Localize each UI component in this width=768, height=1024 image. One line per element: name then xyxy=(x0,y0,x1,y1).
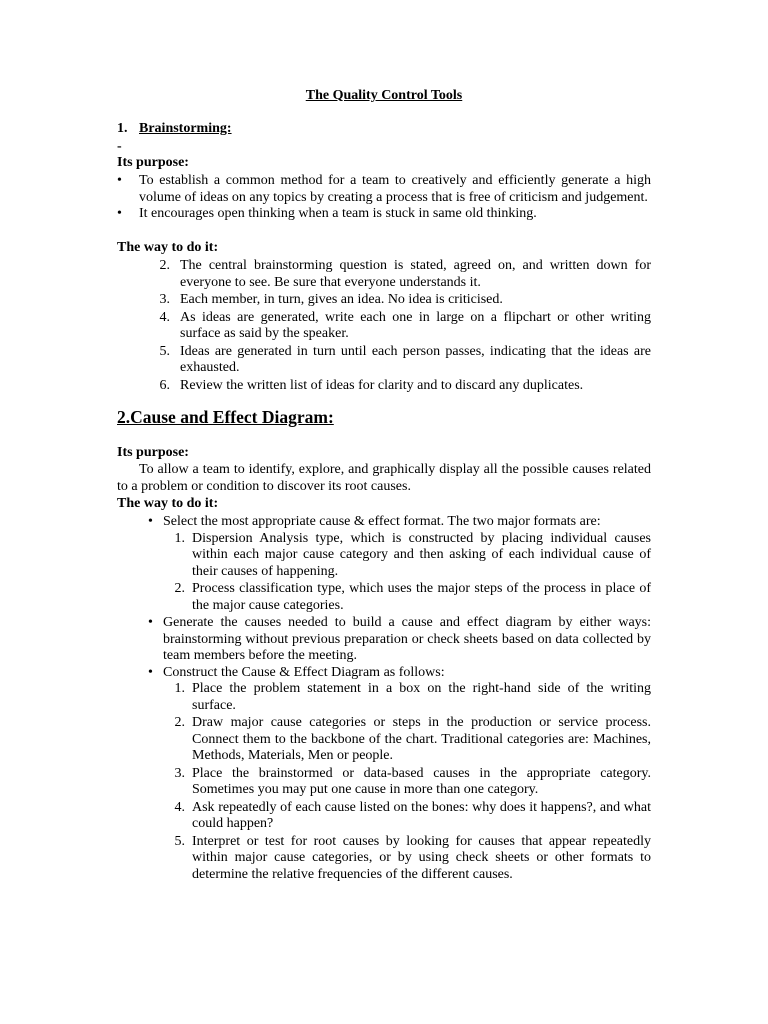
list-item xyxy=(138,514,651,531)
list-item xyxy=(163,834,651,884)
list-item xyxy=(144,258,651,291)
construct-step-text: Place the brainstormed or data-based causes in the appropriate category. Sometimes you may put one cause in more than one category. xyxy=(192,765,651,797)
list-item xyxy=(163,681,651,714)
list-item-text: To establish a common method for a team to creatively and efficiently generate a high volume of ideas on any topics by creating a process that is free of criticism and judgement. xyxy=(139,173,651,205)
list-item xyxy=(117,206,651,223)
bullet-icon: • xyxy=(117,206,122,221)
section-2-heading: 2.Cause and Effect Diagram: xyxy=(117,407,334,427)
s1-steps-list xyxy=(144,258,651,395)
construct-step-number: 2. xyxy=(174,715,185,730)
section-1-number: 1. xyxy=(117,121,128,136)
section-1-heading xyxy=(117,121,232,138)
stray-dash: - xyxy=(117,139,122,154)
format-number: 1. xyxy=(174,530,185,546)
page-title: The Quality Control Tools xyxy=(305,88,463,103)
s1-purpose-heading: Its purpose: xyxy=(117,155,189,170)
s2-way-list xyxy=(138,514,651,884)
construct-step-text: Place the problem statement in a box on the right-hand side of the writing surface. xyxy=(192,681,651,713)
s2-purpose-text: To allow a team to identify, explore, and graphically display all the possible causes related to a problem or condition to discover its root causes. xyxy=(117,462,651,494)
list-item xyxy=(163,715,651,765)
construct-step-number: 3. xyxy=(174,765,185,781)
bullet-icon: • xyxy=(148,615,153,630)
list-item xyxy=(144,310,651,343)
s1-purpose-list xyxy=(117,173,651,223)
list-item-text: It encourages open thinking when a team is stuck in same old thinking. xyxy=(139,206,537,221)
step-number: 5. xyxy=(159,343,170,359)
bullet-icon: • xyxy=(148,664,153,680)
list-item-text: Select the most appropriate cause & effect format. The two major formats are: xyxy=(163,514,601,529)
step-number: 4. xyxy=(159,309,170,325)
list-item xyxy=(138,615,651,665)
step-text: Each member, in turn, gives an idea. No idea is criticised. xyxy=(180,292,503,307)
list-item xyxy=(144,378,651,395)
list-item xyxy=(138,665,651,682)
section-1-label: Brainstorming: xyxy=(139,121,232,136)
step-number: 2. xyxy=(159,258,170,273)
s2-way-heading: The way to do it: xyxy=(117,496,219,511)
step-number: 6. xyxy=(159,377,170,393)
step-number: 3. xyxy=(159,292,170,307)
list-item xyxy=(117,173,651,206)
s1-way-heading: The way to do it: xyxy=(117,240,219,255)
list-item xyxy=(163,800,651,833)
bullet-icon: • xyxy=(148,514,153,529)
step-text: Ideas are generated in turn until each person passes, indicating that the ideas are exhausted. xyxy=(180,343,651,375)
formats-list xyxy=(138,531,651,615)
step-text: As ideas are generated, write each one in large on a flipchart or other writing surface as said by the speaker. xyxy=(180,309,651,341)
construct-step-number: 4. xyxy=(174,799,185,815)
list-item-text: Generate the causes needed to build a cause and effect diagram by either ways: brainstorming without previous preparation or check sheets based on data collected by team members before the meeting. xyxy=(163,615,651,663)
construct-step-number: 1. xyxy=(174,681,185,696)
list-item xyxy=(144,344,651,377)
list-item xyxy=(163,531,651,581)
bullet-icon: • xyxy=(117,173,122,188)
s2-purpose-heading: Its purpose: xyxy=(117,445,189,460)
format-number: 2. xyxy=(174,581,185,596)
list-item xyxy=(144,292,651,309)
list-item xyxy=(163,581,651,614)
construct-steps-list xyxy=(138,681,651,883)
format-text: Process classification type, which uses the major steps of the process in place of the major cause categories. xyxy=(192,581,651,613)
list-item xyxy=(163,766,651,799)
step-text: The central brainstorming question is stated, agreed on, and written down for everyone to see. Be sure that everyone understands it. xyxy=(180,258,651,290)
construct-step-number: 5. xyxy=(174,833,185,849)
construct-step-text: Ask repeatedly of each cause listed on the bones: why does it happens?, and what could happen? xyxy=(192,799,651,831)
list-item-text: Construct the Cause & Effect Diagram as follows: xyxy=(163,664,445,680)
construct-step-text: Draw major cause categories or steps in the production or service process. Connect them to the backbone of the chart. Traditional categories are: Machines, Methods, Materials, Men or people. xyxy=(192,715,651,763)
construct-step-text: Interpret or test for root causes by looking for causes that appear repeatedly within major cause categories, or by using check sheets or other formats to determine the relative frequencies of the different causes. xyxy=(192,833,651,882)
format-text: Dispersion Analysis type, which is constructed by placing individual causes within each major cause category and then asking of each individual cause of their causes of happening. xyxy=(192,530,651,579)
step-text: Review the written list of ideas for clarity and to discard any duplicates. xyxy=(180,377,584,393)
